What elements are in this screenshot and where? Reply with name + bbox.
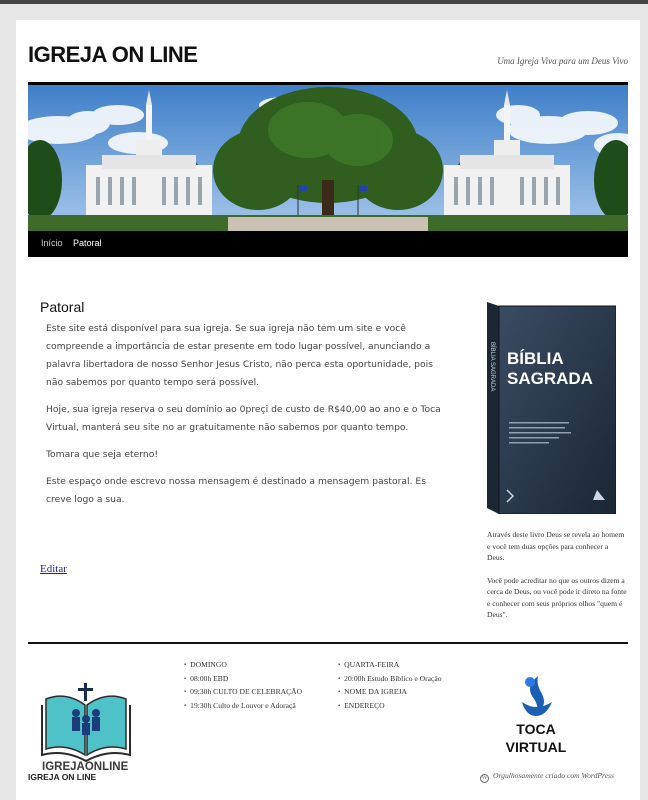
header-banner — [28, 82, 628, 233]
book-spine-text: BÍBLIA SAGRADA — [489, 342, 495, 392]
content-paragraph: Hoje, sua igreja reserva o seu domínio ao 0preçi de custo de R$40,00 ao ano e o Toca Virtual, manterá seu site no ar gratuitamente não sabemos por quanto tempo. — [46, 404, 441, 433]
page-container — [16, 20, 640, 800]
page-content — [46, 320, 446, 518]
footer-credit[interactable] — [480, 771, 630, 780]
book-title-line1: BÍBLIA — [507, 349, 564, 368]
content-paragraph: Tomara que seja eterno! — [46, 449, 158, 460]
schedule-item: ▪ 08:00h EBD — [184, 673, 302, 687]
schedule-item: ▪ QUARTA-FEIRA — [338, 659, 442, 673]
schedule-item: ▪ 09:30h CULTO DE CELEBRAÇÃO — [184, 686, 302, 700]
content-paragraph: Este espaço onde escrevo nossa mensagem é destinado a mensagem pastoral. Es creve logo a sua. — [46, 476, 427, 505]
igreja-online-logo — [38, 675, 134, 773]
toca-line1: TOCA — [516, 721, 556, 737]
footer-schedule-sunday — [184, 659, 302, 713]
site-title[interactable]: IGREJA ON LINE — [28, 42, 198, 67]
book-title-line2: SAGRADA — [507, 369, 593, 388]
toca-virtual-logo — [496, 668, 576, 758]
content-paragraph: Este site está disponível para sua igreja. Se sua igreja não tem um site e você compreende a importância de estar presente em todo lugar possível, anunciando a palavra libertadora de nosso Senhor Jesus Cristo, não perca esta oportunidade, pois não sabemos por quanto tempo será possível. — [46, 323, 433, 388]
sidebar-text — [487, 529, 627, 632]
footer-logo-text: IGREJAONLINE — [42, 761, 129, 773]
top-bar — [0, 0, 648, 4]
schedule-item: ▪ 19:30h Culto de Louvor e Adoraçã — [184, 700, 302, 714]
toca-line2: VIRTUAL — [505, 739, 567, 755]
main-navigation — [28, 231, 628, 257]
schedule-item: ▪ DOMINGO — [184, 659, 302, 673]
footer-schedule-wednesday — [338, 659, 442, 713]
wordpress-icon: W — [481, 775, 488, 781]
site-tagline: Uma Igreja Viva para um Deus Vivo — [497, 56, 628, 66]
schedule-item: ▪ ENDEREÇO — [338, 700, 442, 714]
bible-book-image[interactable] — [487, 302, 616, 514]
sidebar-paragraph: Você pode acreditar no que os outros dizem a cerca de Deus, ou você pode ir direto na fonte e conhecer com seus próprios olhos "quem é Deus". — [487, 575, 627, 619]
header-image — [28, 85, 628, 233]
schedule-item: ▪ 20:00h Estudo Bíblico e Oração — [338, 673, 442, 687]
schedule-item: ▪ NOME DA IGREJA — [338, 686, 442, 700]
page-title: Patoral — [40, 299, 85, 316]
credit-text: Orgulhosamente criado com WordPress — [493, 771, 614, 780]
footer-divider — [28, 642, 628, 644]
sidebar-paragraph: Através deste livro Deus se revela ao homem e você tem duas opções para conhecer a Deus. — [487, 530, 625, 562]
nav-item-inicio[interactable]: Início — [41, 238, 63, 248]
nav-item-patoral[interactable]: Patoral — [73, 238, 102, 248]
footer-site-name[interactable]: IGREJA ON LINE — [28, 772, 97, 782]
edit-link[interactable]: Editar — [40, 563, 67, 575]
